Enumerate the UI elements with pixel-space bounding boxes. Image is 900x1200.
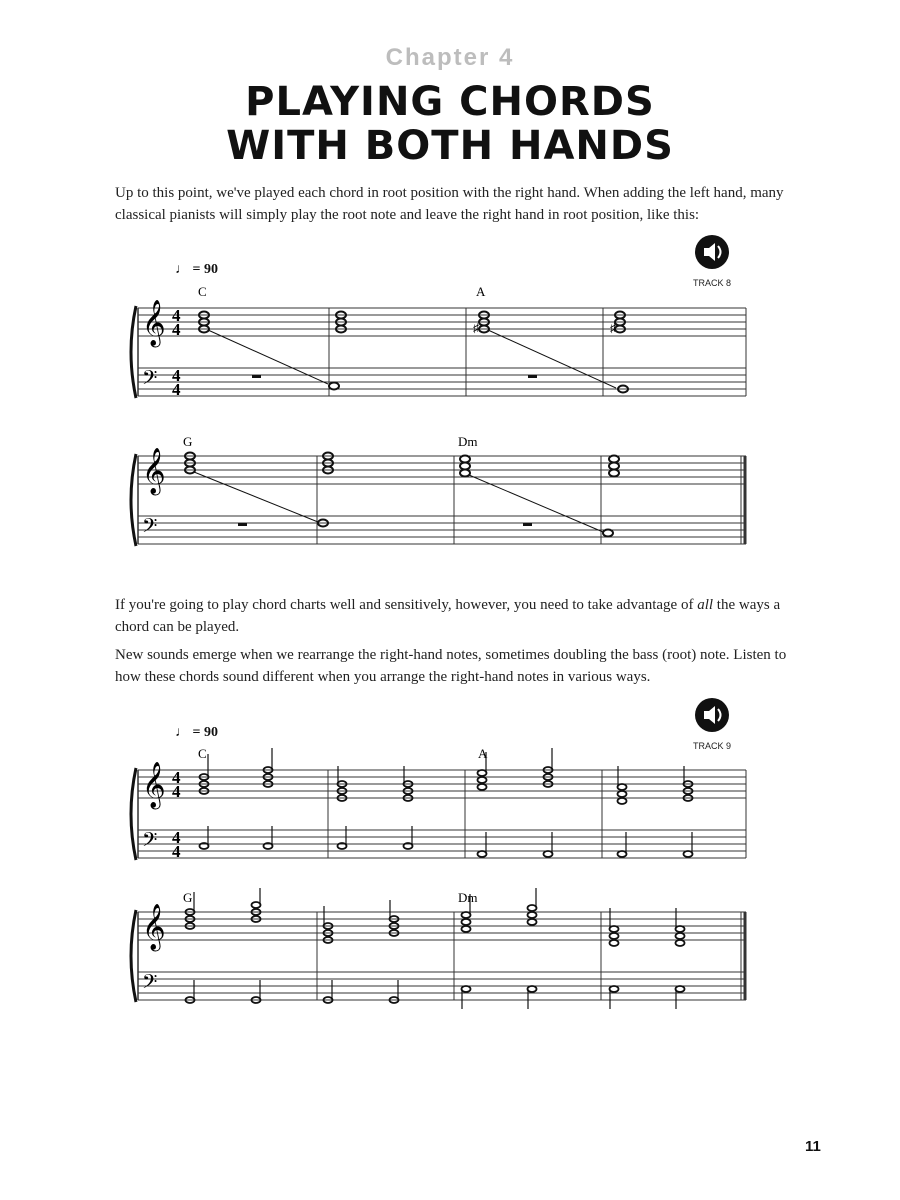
- treble-clef-icon: 𝄞: [142, 300, 166, 345]
- paragraph-3: New sounds emerge when we rearrange the right-hand notes, sometimes doubling the bass (root) note. Listen to how these chords sound different when you arrange the right-hand notes in various ways.: [115, 647, 787, 685]
- chord-symbol-a: A: [476, 284, 486, 299]
- svg-text:4: 4: [172, 366, 181, 385]
- staff-system-2: [128, 432, 758, 557]
- svg-text:𝄞: 𝄞: [142, 762, 166, 807]
- speaker-icon: [694, 697, 730, 733]
- svg-text:4: 4: [172, 842, 181, 861]
- svg-text:4: 4: [172, 828, 181, 847]
- track-8-button[interactable]: [682, 234, 742, 288]
- svg-text:𝄞: 𝄞: [142, 448, 166, 493]
- staff-system-1: [128, 284, 758, 409]
- svg-text:𝄢: 𝄢: [142, 830, 158, 856]
- tempo-marking-1: ♩ = 90: [175, 262, 218, 277]
- paragraph-2: If you're going to play chord charts well and sensitively, however, you need to take advantage of all the ways a chord can be played.: [115, 597, 781, 635]
- chord-symbol-c: C: [198, 284, 207, 299]
- title-line-2: WITH BOTH HANDS: [226, 123, 674, 169]
- svg-text:C: C: [198, 746, 207, 761]
- page-number: 11: [805, 1138, 821, 1155]
- intro-paragraph: Up to this point, we've played each chord in root position with the right hand. When adding the left hand, many classical pianists will simply play the root note and leave the right hand in root position, like this:: [115, 185, 784, 223]
- svg-text:♯: ♯: [473, 321, 479, 335]
- chord-symbol-dm: Dm: [458, 434, 478, 449]
- track-9-label: TRACK 9: [692, 741, 731, 751]
- track-8-label: TRACK 8: [692, 278, 731, 288]
- svg-text:4: 4: [172, 380, 181, 399]
- chapter-label: Chapter 4: [385, 44, 515, 71]
- tempo-marking-2: ♩ = 90: [175, 725, 218, 740]
- svg-text:𝄢: 𝄢: [142, 972, 158, 998]
- speaker-icon: [694, 234, 730, 270]
- svg-text:G: G: [183, 890, 193, 905]
- bass-clef-icon: 𝄢: [142, 368, 158, 394]
- svg-text:4: 4: [172, 306, 181, 325]
- svg-text:4: 4: [172, 782, 181, 801]
- staff-system-3: [128, 746, 758, 871]
- chord-symbol-g: G: [183, 434, 193, 449]
- svg-text:4: 4: [172, 768, 181, 787]
- svg-text:♯: ♯: [610, 321, 616, 335]
- svg-text:A: A: [478, 746, 488, 761]
- svg-text:4: 4: [172, 320, 181, 339]
- track-9-button[interactable]: [682, 697, 742, 751]
- svg-text:𝄞: 𝄞: [142, 904, 166, 949]
- svg-text:𝄢: 𝄢: [142, 516, 158, 542]
- page-title: [0, 80, 900, 168]
- staff-system-4: [128, 888, 758, 1013]
- svg-text:Dm: Dm: [458, 890, 478, 905]
- title-line-1: PLAYING CHORDS: [245, 79, 655, 125]
